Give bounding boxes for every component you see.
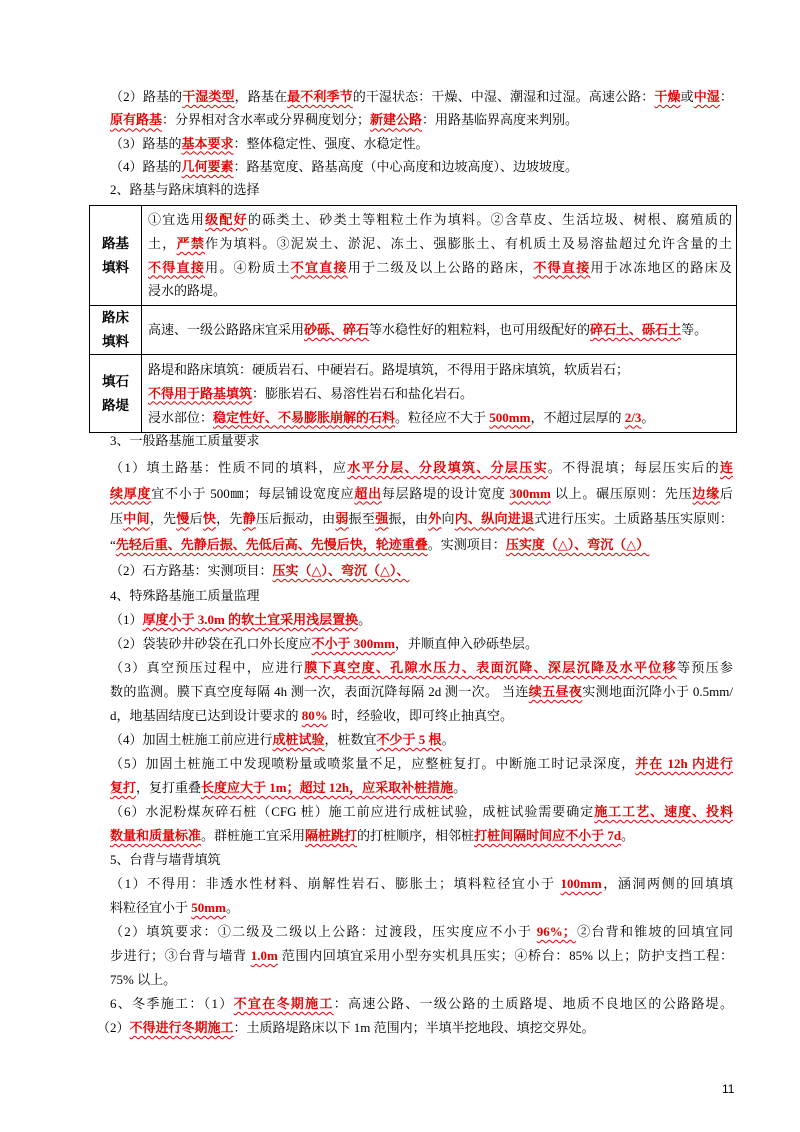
text-run: 等。: [681, 322, 708, 337]
text-run: （4）路基的: [110, 158, 182, 174]
text-run: 步进行；③台背与墙背: [110, 947, 251, 963]
row-label-text: 填料: [102, 259, 129, 275]
text-run: 实测地面沉降小于 0.5mm/: [582, 683, 733, 699]
text-run: 压: [110, 511, 124, 527]
highlighted-text: 厚度小于 3.0m 的软土宜采用浅层置换: [142, 611, 359, 627]
highlighted-text: 干燥: [654, 89, 681, 104]
text-run: （6）水泥粉煤灰碎石桩（CFG 桩）施工前应进行成桩试验，成桩试验需要确定: [110, 803, 595, 819]
table-row: [90, 355, 737, 433]
highlighted-text: 慢: [176, 511, 190, 527]
text-run: 后: [719, 485, 733, 501]
text-run: 。不得混填；每层压实后的: [547, 460, 720, 475]
text-run: ，先: [216, 511, 243, 527]
highlighted-text: 不少于 5 根: [376, 731, 442, 747]
text-run: “: [110, 537, 116, 553]
paragraph: [110, 155, 733, 178]
text-line: [110, 680, 733, 704]
paragraph: [110, 608, 733, 632]
text-run: 式进行压实。土质路基压实原则：: [534, 511, 733, 527]
highlighted-text: 最不利季节: [287, 89, 353, 104]
highlighted-text: 续厚度: [110, 485, 152, 501]
highlighted-text: 1.0m: [250, 947, 278, 963]
text-run: 以上。碾压原则：先压: [550, 485, 693, 501]
text-run: 高速、一级公路路床宜采用: [148, 322, 305, 337]
paragraph: [148, 318, 732, 342]
text-run: 数的监测。膜下真空度每隔 4h 测一次，表面沉降每隔 2d 测一次。 当连: [110, 683, 529, 699]
text-run: 范围内回填宜采用小型夯实机具压实；④桥台：85% 以上；防护支挡工程：: [277, 947, 733, 963]
fill-material-table-body: [90, 206, 737, 433]
highlighted-text: 不得用于路基填筑: [148, 385, 253, 401]
text-line: [110, 896, 733, 920]
highlighted-text: 施工工艺、速度、投料: [594, 803, 733, 819]
highlighted-text: 不小于 300mm: [311, 635, 395, 651]
text-run: 的干湿状态：干燥、中湿、潮湿和过湿。高速公路：: [352, 89, 655, 104]
paragraph: [148, 382, 732, 406]
text-run: 。: [225, 899, 239, 915]
text-run: 浸水的路堤。: [148, 283, 227, 299]
text-run: （5）加固土桩施工中发现喷粉量或喷浆量不足，应整桩复打。中断施工时记录深度，: [110, 755, 636, 771]
highlighted-text: 中间: [123, 511, 150, 527]
text-run: 等预压参: [676, 659, 733, 675]
text-run: 5、台背与墙背填筑: [110, 851, 221, 867]
text-run: 或: [680, 89, 694, 104]
highlighted-text: 连: [719, 460, 733, 475]
section-construction-quality: [97, 429, 733, 1040]
paragraph: [110, 632, 733, 656]
highlighted-text: 300mm: [509, 485, 551, 501]
fill-material-table: [89, 205, 737, 433]
text-line: [148, 406, 732, 430]
highlighted-text: 强: [375, 511, 389, 527]
text-run: ①宜选用: [148, 212, 206, 228]
highlighted-text: 膜下真空度、孔隙水压力、表面沉降、深层沉降及水平位移: [304, 659, 677, 675]
text-line: [110, 178, 733, 201]
text-run: 等水稳性好的粗粒料，也可用级配好的: [369, 322, 591, 337]
page-number: 11: [722, 1082, 735, 1096]
text-run: ：膨胀岩石、易溶性岩石和盐化岩石。: [252, 385, 474, 401]
text-line: [110, 506, 733, 532]
highlighted-text: 级配好: [205, 212, 248, 228]
row-label: [90, 306, 142, 355]
text-run: 料粒径宜小于: [110, 899, 192, 915]
text-line: [97, 1016, 733, 1040]
text-line: [148, 279, 732, 303]
text-line: [110, 132, 733, 155]
text-run: d，地基固结度已达到设计要求的: [110, 707, 302, 723]
row-label-text: 填料: [102, 334, 129, 349]
text-run: ：整体稳定性、强度、水稳定性。: [233, 135, 429, 151]
highlighted-text: 不得进行冬期施工: [129, 1019, 234, 1035]
text-run: 的打桩顺序，相邻桩: [357, 827, 475, 843]
highlighted-text: 并在 12h 内进行: [635, 755, 733, 771]
text-line: [110, 632, 733, 656]
paragraph: [110, 752, 733, 800]
text-run: ，涵洞两侧的回填填: [601, 875, 733, 891]
highlighted-text: 500mm: [489, 409, 531, 425]
table-row: [90, 206, 737, 306]
text-run: ：土质路堤路床以下 1m 范围内；半填半挖地段、填挖交界处。: [233, 1019, 595, 1035]
text-line: [110, 968, 733, 992]
paragraph: [110, 920, 733, 992]
text-line: [110, 944, 733, 968]
section-roadbed-basics: [110, 85, 733, 201]
highlighted-text: 稳定性好、不易膨胀崩解的石料: [213, 409, 396, 425]
paragraph: [110, 429, 733, 453]
text-line: [148, 358, 732, 382]
text-run: 路堤和路床填筑：硬质岩石、中硬岩石。路堤填筑，不得用于路床填筑，软质岩石；: [148, 361, 630, 377]
text-run: （1）: [110, 611, 143, 627]
row-label: [90, 355, 142, 433]
highlighted-text: 复打: [110, 779, 137, 795]
text-run: 。: [453, 779, 467, 795]
highlighted-text: 原有路基: [110, 112, 163, 128]
text-line: [110, 455, 733, 481]
paragraph: [110, 85, 733, 132]
table-row: [90, 306, 737, 355]
paragraph: [110, 656, 733, 728]
highlighted-text: 续五昼夜: [528, 683, 583, 699]
text-run: 。: [621, 827, 635, 843]
text-run: 75% 以上。: [110, 971, 177, 987]
highlighted-text: 压实（△）、弯沉（△）、: [272, 562, 410, 578]
highlighted-text: 不宜直接: [290, 259, 348, 275]
text-run: 向: [441, 511, 455, 527]
text-run: 宜不小于 500㎜；每层铺设宽度应: [151, 485, 355, 501]
text-run: ：: [719, 89, 733, 104]
text-run: 。粒径应不大于: [395, 409, 490, 425]
text-line: [148, 208, 732, 232]
text-line: [110, 704, 733, 728]
highlighted-text: 100mm: [560, 875, 602, 891]
paragraph: [97, 992, 733, 1040]
text-run: ②台背和锥坡的回填宜同: [575, 923, 733, 939]
text-line: [110, 848, 733, 872]
highlighted-text: 内、纵向进退: [454, 511, 535, 527]
highlighted-text: 干湿类型: [182, 89, 235, 104]
text-run: 。群桩施工宜采用: [201, 827, 306, 843]
text-run: 。: [441, 731, 455, 747]
highlighted-text: 中湿: [693, 89, 720, 104]
text-line: [110, 584, 733, 608]
paragraph: [148, 208, 732, 303]
highlighted-text: 80%: [301, 707, 328, 723]
text-run: （3）真空预压过程中，应进行: [110, 659, 305, 675]
text-line: [110, 558, 733, 584]
highlighted-text: 水平分层、分段填筑、分层压实: [347, 460, 548, 475]
text-run: 振，由: [388, 511, 429, 527]
text-run: ，桩数宜: [324, 731, 377, 747]
text-run: 6、冬季施工：（1）: [110, 995, 234, 1011]
text-run: （2）袋装砂井砂袋在孔口外长度应: [110, 635, 312, 651]
text-line: [110, 608, 733, 632]
text-run: （2）路基的: [110, 89, 183, 104]
text-run: 2、路基与路床填料的选择: [110, 182, 260, 198]
text-run: （2）: [97, 1019, 130, 1035]
text-run: 。实测项目：: [427, 537, 506, 553]
text-run: （4）加固土桩施工前应进行: [110, 731, 273, 747]
row-label: [90, 206, 142, 306]
text-line: [110, 108, 733, 131]
text-run: 3、一般路基施工质量要求: [110, 433, 260, 448]
highlighted-text: 成桩试验: [272, 731, 325, 747]
text-run: 用于二级及以上公路的路床，: [347, 259, 534, 275]
paragraph: [110, 728, 733, 752]
highlighted-text: 弱: [335, 511, 349, 527]
paragraph: [148, 406, 732, 430]
text-line: [110, 532, 733, 558]
paragraph: [110, 558, 733, 584]
highlighted-text: 打桩间隔时间应不小于 7d: [474, 827, 622, 843]
text-line: [110, 992, 733, 1016]
text-line: [110, 728, 733, 752]
text-run: 用于冰冻地区的路床及: [590, 259, 732, 275]
highlighted-text: 长度应大于 1m；超过 12h，应采取补桩措施: [201, 779, 454, 795]
row-label-text: 路床: [102, 310, 129, 325]
text-run: ，路基在: [234, 89, 288, 104]
text-run: （1）不得用：非透水性材料、崩解性岩石、膨胀土；填料粒径宜小于: [110, 875, 561, 891]
paragraph: [148, 358, 732, 382]
text-line: [110, 429, 733, 453]
highlighted-text: 不宜在冬期施工: [233, 995, 334, 1011]
row-label-text: 填石: [102, 373, 129, 389]
text-run: （2）石方路基：实测项目：: [110, 562, 273, 578]
text-line: [110, 920, 733, 944]
highlighted-text: 砂砾、碎石: [304, 322, 370, 337]
highlighted-text: 压实度（△）、弯沉（△）: [505, 537, 650, 553]
text-run: ：路基宽度、路基高度（中心高度和边坡高度）、边坡坡度。: [233, 158, 579, 174]
row-label-text: 路堤: [102, 397, 129, 413]
highlighted-text: 静: [242, 511, 256, 527]
highlighted-text: 快: [202, 511, 217, 527]
text-run: 时，经验收，即可终止抽真空。: [327, 707, 514, 723]
text-run: （2）填筑要求：①二级及二级以上公路：过渡段，压实度应不小于: [110, 923, 537, 939]
text-run: ：分界相对含水率或分界稠度划分；: [162, 112, 371, 128]
text-run: （3）路基的: [110, 135, 182, 151]
row-label-text: 路基: [102, 235, 129, 251]
text-line: [110, 776, 733, 800]
text-line: [110, 85, 733, 108]
highlighted-text: 碎石土、砾石土: [590, 322, 682, 337]
highlighted-text: 不得直接: [148, 259, 206, 275]
text-run: ，复打重叠: [136, 779, 202, 795]
highlighted-text: 隔桩跳打: [305, 827, 358, 843]
text-line: [110, 481, 733, 507]
text-run: 。: [358, 611, 372, 627]
text-run: 4、特殊路基施工质量监理: [110, 587, 260, 603]
text-run: ，先: [149, 511, 177, 527]
text-run: 的砾类土、砂类土等粗粒土作为填料。②含草皮、生活垃圾、树根、腐殖质的: [247, 212, 732, 228]
highlighted-text: 数量和质量标准: [110, 827, 202, 843]
highlighted-text: 基本要求: [181, 135, 234, 151]
text-line: [110, 752, 733, 776]
text-run: 。: [641, 409, 655, 425]
text-run: 压后振动，由: [255, 511, 336, 527]
highlighted-text: 96%；: [536, 923, 576, 939]
paragraph: [110, 455, 733, 558]
paragraph: [110, 872, 733, 920]
highlighted-text: 严禁: [176, 235, 206, 251]
highlighted-text: 外: [428, 511, 442, 527]
text-run: ：高速公路、一级公路的土质路堤、地质不良地区的公路路堤。: [333, 995, 733, 1011]
paragraph: [110, 178, 733, 201]
row-content: [142, 206, 737, 306]
text-line: [148, 256, 732, 280]
paragraph: [110, 800, 733, 848]
text-line: [110, 872, 733, 896]
text-run: 每层路堤的设计宽度: [381, 485, 510, 501]
highlighted-text: 50mm: [191, 899, 226, 915]
text-run: 振至: [348, 511, 376, 527]
text-run: 土，: [148, 235, 177, 251]
text-run: 浸水部位：: [148, 409, 214, 425]
highlighted-text: 边缘: [692, 485, 720, 501]
text-run: （1）填土路基：性质不同的填料，应: [110, 460, 348, 475]
highlighted-text: 几何要素: [181, 158, 234, 174]
text-run: ，不超过层厚的: [530, 409, 625, 425]
text-line: [148, 382, 732, 406]
text-line: [110, 155, 733, 178]
text-line: [110, 824, 733, 848]
row-content: [142, 306, 737, 355]
text-line: [110, 656, 733, 680]
highlighted-text: 新建公路: [370, 112, 423, 128]
text-run: 用。④粉质土: [205, 259, 291, 275]
text-line: [148, 318, 732, 342]
paragraph: [110, 584, 733, 608]
text-run: ：用路基临界高度来判别。: [422, 112, 579, 128]
text-run: 作为填料。③泥炭土、淤泥、冻土、强膨胀土、有机质土及易溶盐超过允许含量的土: [205, 235, 732, 251]
text-line: [110, 800, 733, 824]
highlighted-text: 不得直接: [533, 259, 591, 275]
row-content: [142, 355, 737, 433]
text-run: 后: [189, 511, 203, 527]
text-run: ，并顺直伸入砂砾垫层。: [394, 635, 538, 651]
highlighted-text: 先轻后重、先静后振、先低后高、先慢后快，轮迹重叠: [115, 537, 428, 553]
text-line: [148, 232, 732, 256]
highlighted-text: 2/3: [624, 409, 642, 425]
highlighted-text: 超出: [354, 485, 382, 501]
paragraph: [110, 848, 733, 872]
paragraph: [110, 132, 733, 155]
